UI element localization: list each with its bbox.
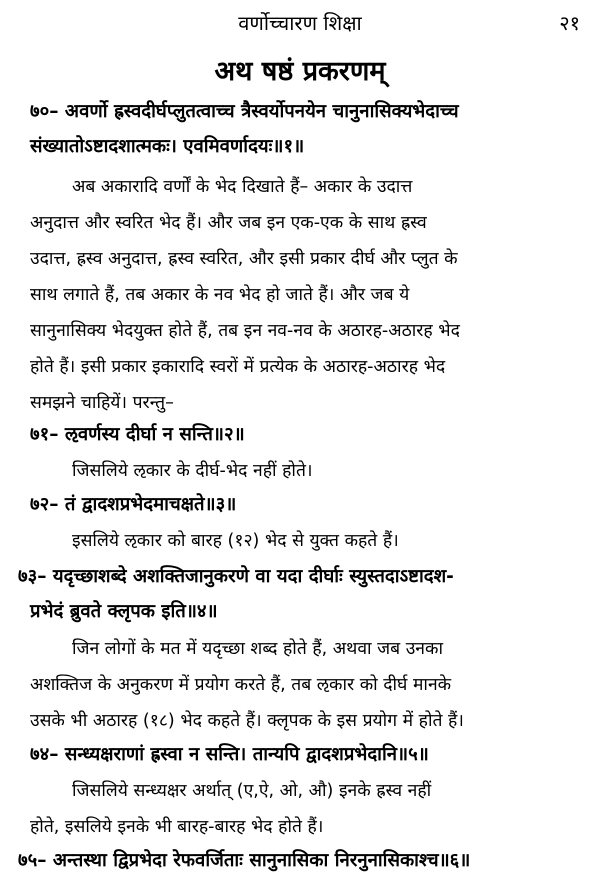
sutra-71: ७१– ऌवर्णस्य दीर्घा न सन्ति॥२॥ xyxy=(30,424,245,445)
sutra-72: ७२– तं द्वादशप्रभेदमाचक्षते॥३॥ xyxy=(30,494,237,515)
page-header xyxy=(0,8,600,40)
sutra-75: ७५– अन्तस्था द्विप्रभेदा रेफवर्जिताः सानुनासिका निरनुनासिकाश्च॥६॥ xyxy=(18,850,471,871)
commentary-line: जिन लोगों के मत में यदृच्छा शब्द होते हैं, अथवा जब उनका xyxy=(72,639,443,659)
page-number: २१ xyxy=(559,11,580,35)
commentary-line: उदात्त, ह्रस्व अनुदात्त, ह्रस्व स्वरित, और इसी प्रकार दीर्घ और प्लुत के xyxy=(30,249,458,269)
chapter-heading: अथ षष्ठं प्रकरणम् xyxy=(214,56,386,87)
commentary-line: उसके भी अठारह (१८) भेद कहते हैं। क्लृपक के इस प्रयोग में होते हैं। xyxy=(30,711,464,731)
commentary-line: अशक्तिज के अनुकरण में प्रयोग करते हैं, तब ऌकार को दीर्घ मानके xyxy=(30,675,452,695)
commentary-line: समझने चाहियें। परन्तु– xyxy=(30,393,174,413)
commentary-line: होते, इसलिये इनके भी बारह-बारह भेद होते हैं। xyxy=(30,817,324,837)
commentary-line: अनुदात्त और स्वरित भेद हैं। और जब इन एक-एक के साथ ह्रस्व xyxy=(30,213,427,233)
commentary-line: इसलिये ऌकार को बारह (१२) भेद से युक्त कहते हैं। xyxy=(72,531,399,551)
sutra-70-line-2: संख्यातोऽष्टादशात्मकः। एवमिवर्णादयः॥१॥ xyxy=(30,136,305,157)
commentary-line: होते हैं। इसी प्रकार इकारादि स्वरों में प्रत्येक के अठारह-अठारह भेद xyxy=(30,357,446,377)
commentary-line: सानुनासिक्य भेदयुक्त होते हैं, तब इन नव-नव के अठारह-अठारह भेद xyxy=(30,321,460,341)
sutra-73-line-2: प्रभेदं ब्रुवते क्लृपक इति॥४॥ xyxy=(30,601,218,622)
sutra-74: ७४– सन्ध्यक्षराणां ह्रस्वा न सन्ति। तान्यपि द्वादशप्रभेदानि॥५॥ xyxy=(30,744,429,765)
commentary-line: अब अकारादि वर्णों के भेद दिखाते हैं– अकार के उदात्त xyxy=(72,177,413,197)
sutra-70-line-1: ७०– अवर्णो ह्रस्वदीर्घप्लुतत्वाच्च त्रैस्वर्योपनयेन चानुनासिक्यभेदाच्च xyxy=(30,101,459,122)
commentary-line: जिसलिये ऌकार के दीर्घ-भेद नहीं होते। xyxy=(72,461,313,481)
running-title: वर्णोच्चारण शिक्षा xyxy=(238,11,362,35)
commentary-line: साथ लगाते हैं, तब अकार के नव भेद हो जाते हैं। और जब ये xyxy=(30,285,410,305)
commentary-line: जिसलिये सन्ध्यक्षर अर्थात् (ए,ऐ, ओ, औ) इनके ह्रस्व नहीं xyxy=(72,781,432,801)
sutra-73-line-1: ७३– यदृच्छाशब्दे अशक्तिजानुकरणे वा यदा दीर्घाः स्युस्तदाऽष्टादश- xyxy=(18,566,454,587)
